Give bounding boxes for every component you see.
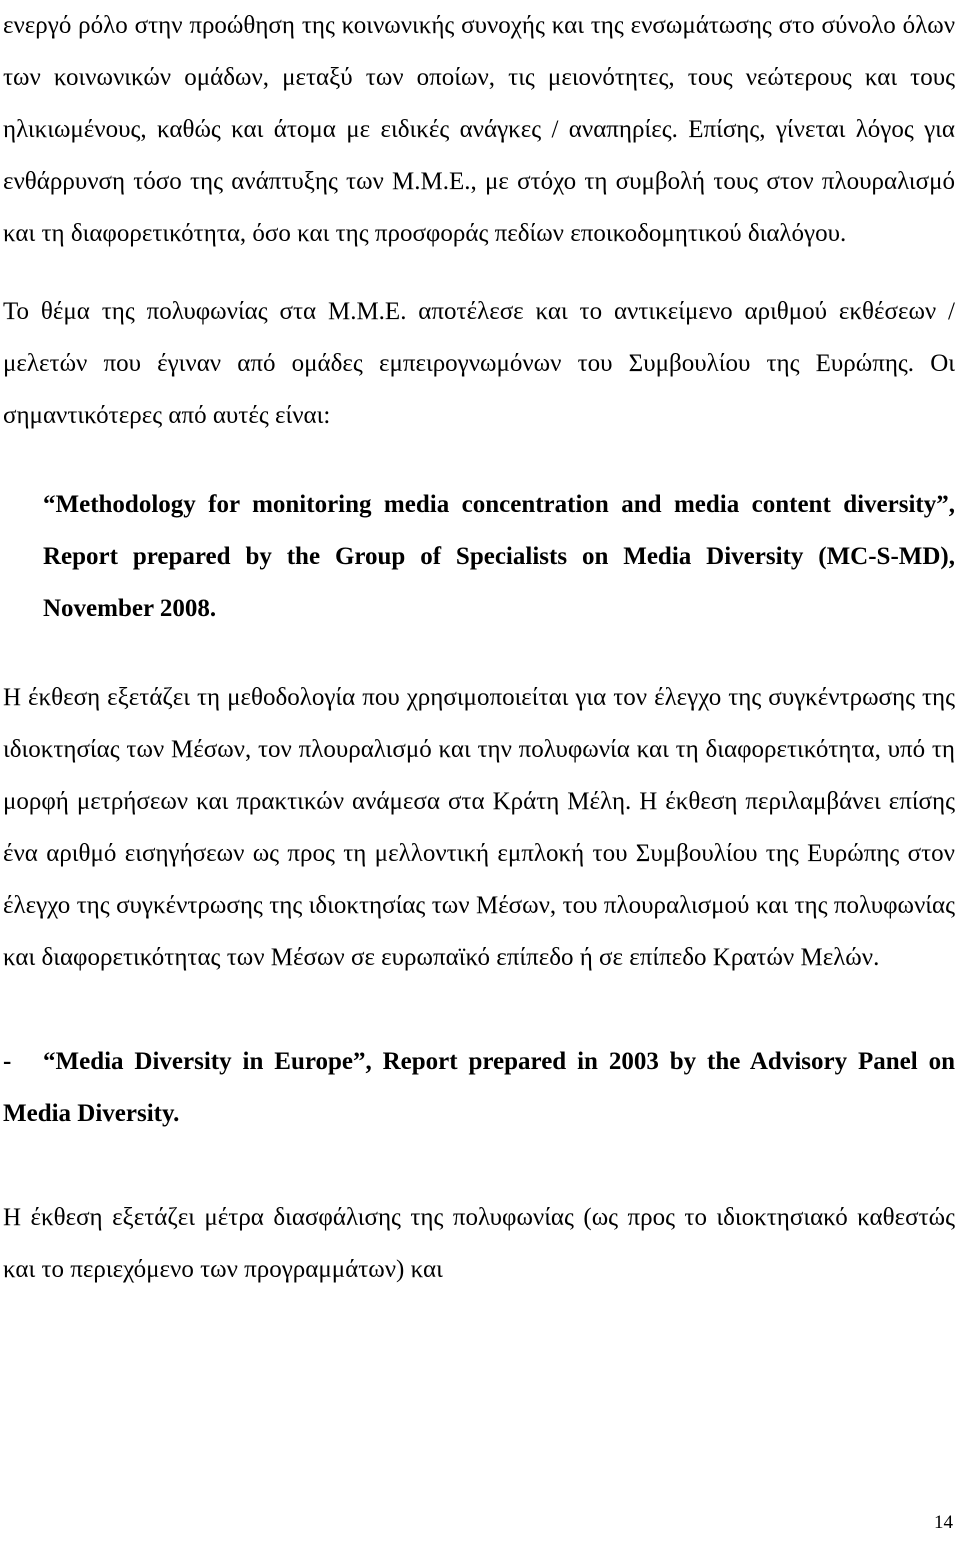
reference-item-methodology	[3, 479, 955, 635]
paragraph-methodology-summary: Η έκθεση εξετάζει τη μεθοδολογία που χρησιμοποιείται για τον έλεγχο της συγκέντρωσης της ιδιοκτησίας των Μέσων, τον πλουραλισμό και την πολυφωνία και τη διαφορετικότητα, υπό τη μορφή μετρήσεων και πρακτικών ανάμεσα στα Κράτη Μέλη. Η έκθεση περιλαμβάνει επίσης ένα αριθμό εισηγήσεων ως προς τη μελλοντική εμπλοκή του Συμβουλίου της Ευρώπης στον έλεγχο της συγκέντρωσης της ιδιοκτησίας των Μέσων, του πλουραλισμού και της πολυφωνίας και διαφορετικότητας των Μέσων σε ευρωπαϊκό επίπεδο ή σε επίπεδο Κρατών Μελών.	[3, 684, 955, 971]
paragraph-pluralism-reports: Το θέμα της πολυφωνίας στα Μ.Μ.Ε. αποτέλεσε και το αντικείμενο αριθμού εκθέσεων / μελετών που έγιναν από ομάδες εμπειρογνωμόνων του Συμβουλίου της Ευρώπης. Οι σημαντικότερες από αυτές είναι:	[3, 298, 955, 429]
reference-text: “Methodology for monitoring media concentration and media content diversity”, Report prepared by the Group of Specialists on Media Diversity (MC-S-MD), November 2008.	[43, 491, 955, 622]
reference-text: “Media Diversity in Europe”, Report prepared in 2003 by the Advisory Panel on Media Diversity.	[3, 1048, 955, 1127]
reference-dash	[3, 479, 43, 531]
page-content	[3, 0, 955, 1296]
reference-dash: -	[3, 1048, 12, 1075]
page-number: 14	[934, 1512, 953, 1533]
paragraph-social-cohesion: ενεργό ρόλο στην προώθηση της κοινωνικής συνοχής και της ενσωμάτωσης στο σύνολο όλων των κοινωνικών ομάδων, μεταξύ των οποίων, τις μειονότητες, τους νεώτερους και τους ηλικιωμένους, καθώς και άτομα με ειδικές ανάγκες / αναπηρίες. Επίσης, γίνεται λόγος για ενθάρρυνση τόσο της ανάπτυξης των Μ.Μ.Ε., με στόχο τη συμβολή τους στον πλουραλισμό και τη διαφορετικότητα, όσο και της προσφοράς πεδίων εποικοδομητικού διαλόγου.	[3, 12, 955, 247]
paragraph-media-diversity-summary: Η έκθεση εξετάζει μέτρα διασφάλισης της πολυφωνίας (ως προς το ιδιοκτησιακό καθεστώς και το περιεχόμενο των προγραμμάτων) και	[3, 1204, 955, 1283]
reference-item-media-diversity	[3, 1036, 955, 1140]
